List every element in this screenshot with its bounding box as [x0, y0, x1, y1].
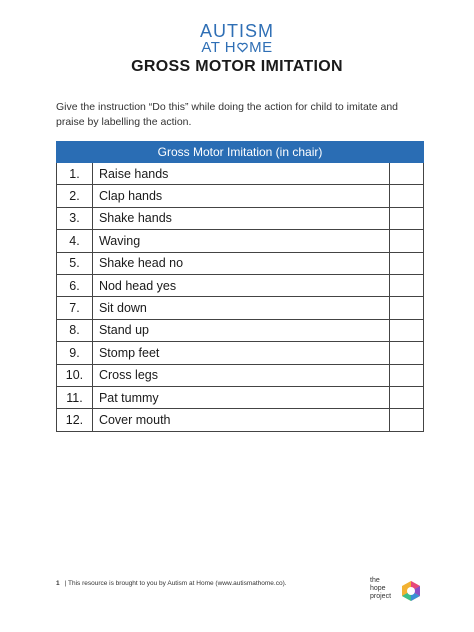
- row-checkbox-cell[interactable]: [390, 230, 424, 252]
- partner-badge-icon: [400, 580, 422, 602]
- table-row: [57, 297, 424, 319]
- row-action: Shake hands: [92, 207, 389, 229]
- row-checkbox-cell[interactable]: [390, 274, 424, 296]
- row-number: 1.: [57, 163, 93, 185]
- table-row: [57, 319, 424, 341]
- row-number: 8.: [57, 319, 93, 341]
- row-number: 11.: [57, 386, 93, 408]
- row-checkbox-cell[interactable]: [390, 342, 424, 364]
- table-row: [57, 386, 424, 408]
- row-action: Waving: [92, 230, 389, 252]
- page-title: GROSS MOTOR IMITATION: [131, 58, 343, 75]
- logo-line1: AUTISM: [199, 21, 274, 41]
- row-action: Cross legs: [92, 364, 389, 386]
- row-checkbox-cell[interactable]: [390, 207, 424, 229]
- row-action: Nod head yes: [92, 274, 389, 296]
- row-number: 6.: [57, 274, 93, 296]
- row-action: Shake head no: [92, 252, 389, 274]
- instructions-text: Give the instruction “Do this” while doing the action for child to imitate and praise by labelling the action.: [56, 101, 399, 128]
- table-row: [57, 274, 424, 296]
- autism-at-home-logo: [0, 22, 474, 56]
- heart-icon: [237, 42, 248, 53]
- imitation-table: [56, 141, 424, 432]
- table-row: [57, 163, 424, 185]
- row-number: 5.: [57, 252, 93, 274]
- row-checkbox-cell[interactable]: [390, 364, 424, 386]
- row-action: Stomp feet: [92, 342, 389, 364]
- table-row: [57, 185, 424, 207]
- logo-line2: [0, 40, 474, 56]
- row-number: 3.: [57, 207, 93, 229]
- footer-text: | This resource is brought to you by Autism at Home (www.autismathome.co).: [64, 580, 287, 587]
- row-number: 4.: [57, 230, 93, 252]
- logo-line2-b: ME: [249, 39, 273, 56]
- row-checkbox-cell[interactable]: [390, 409, 424, 431]
- table-row: [57, 364, 424, 386]
- row-number: 2.: [57, 185, 93, 207]
- hope-line3: project: [370, 593, 392, 600]
- row-checkbox-cell[interactable]: [390, 297, 424, 319]
- row-number: 12.: [57, 409, 93, 431]
- table-row: [57, 342, 424, 364]
- logo-line2-a: AT H: [201, 39, 237, 56]
- row-action: Pat tummy: [92, 386, 389, 408]
- row-checkbox-cell[interactable]: [390, 319, 424, 341]
- row-checkbox-cell[interactable]: [390, 252, 424, 274]
- footer: [56, 580, 287, 587]
- table-row: [57, 252, 424, 274]
- row-checkbox-cell[interactable]: [390, 386, 424, 408]
- hope-line2: hope: [370, 585, 386, 592]
- table-header: Gross Motor Imitation (in chair): [57, 142, 424, 163]
- row-action: Clap hands: [92, 185, 389, 207]
- row-number: 7.: [57, 297, 93, 319]
- row-checkbox-cell[interactable]: [390, 163, 424, 185]
- hope-line1: the: [370, 577, 380, 584]
- table-row: [57, 207, 424, 229]
- row-checkbox-cell[interactable]: [390, 185, 424, 207]
- row-action: Stand up: [92, 319, 389, 341]
- hope-project-logo: [370, 577, 391, 601]
- table-row: [57, 230, 424, 252]
- table-row: [57, 409, 424, 431]
- row-action: Sit down: [92, 297, 389, 319]
- row-number: 9.: [57, 342, 93, 364]
- page-number: 1: [56, 580, 60, 587]
- row-number: 10.: [57, 364, 93, 386]
- row-action: Cover mouth: [92, 409, 389, 431]
- row-action: Raise hands: [92, 163, 389, 185]
